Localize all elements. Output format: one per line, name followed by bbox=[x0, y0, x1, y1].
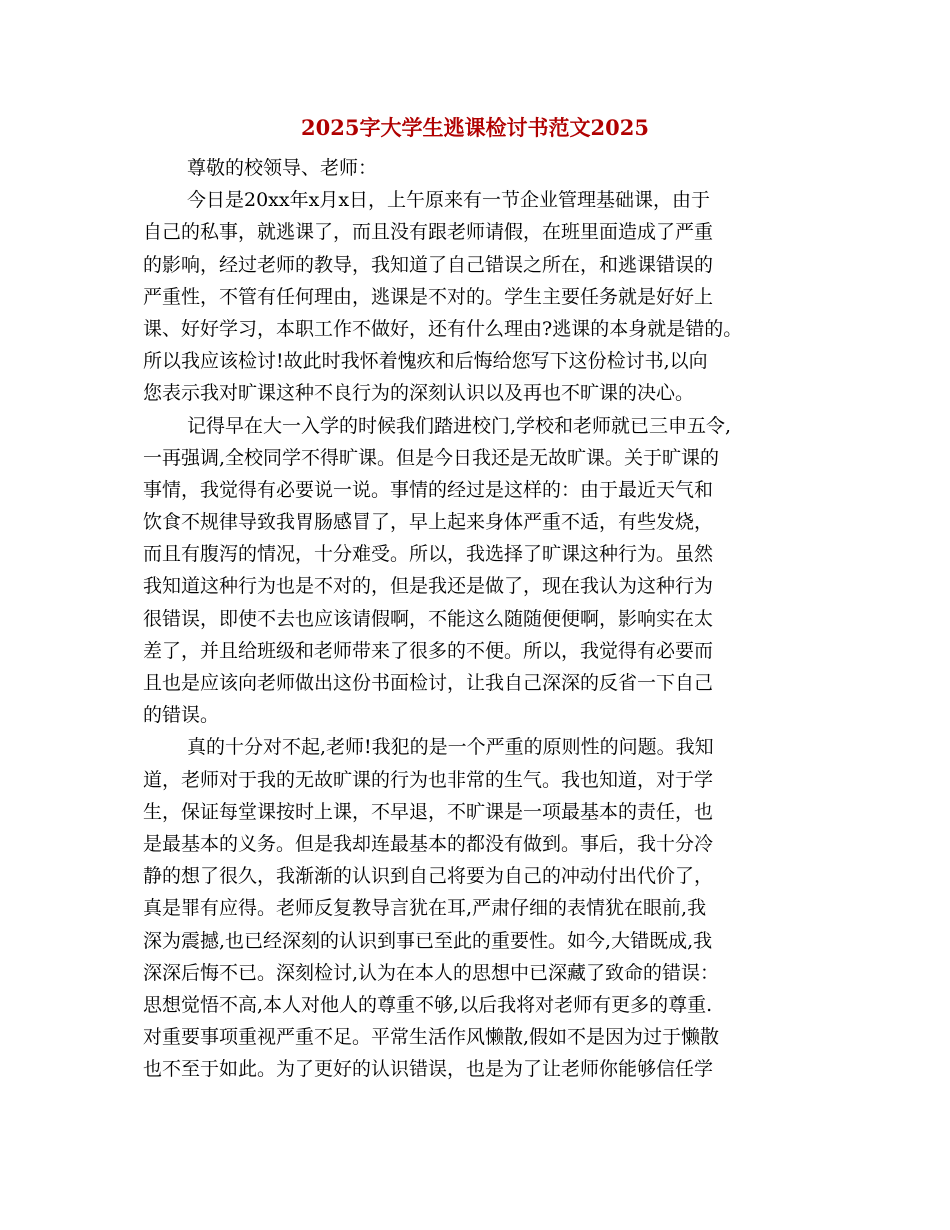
text-line: 且也是应该向老师做出这份书面检讨，让我自己深深的反省一下自己 bbox=[143, 672, 714, 694]
text-line: 的影响，经过老师的教导，我知道了自己错误之所在，和逃课错误的 bbox=[143, 253, 714, 276]
text-line: 我知道这种行为也是不对的，但是我还是做了，现在我认为这种行为 bbox=[143, 575, 714, 598]
text-line: 差了，并且给班级和老师带来了很多的不便。所以，我觉得有必要而 bbox=[143, 639, 714, 662]
text-line: 饮食不规律导致我胃肠感冒了，早上起来身体严重不适，有些发烧， bbox=[143, 511, 714, 534]
text-line: 尊敬的校领导、老师： bbox=[187, 157, 378, 179]
text-line: 是最基本的义务。但是我却连最基本的都没有做到。事后，我十分冷 bbox=[143, 832, 714, 855]
text-line: 的错误。 bbox=[143, 704, 220, 727]
text-line: 事情，我觉得有必要说一说。事情的经过是这样的：由于最近天气和 bbox=[143, 478, 714, 501]
text-line: 思想觉悟不高,本人对他人的尊重不够,以后我将对老师有更多的尊重. bbox=[143, 993, 713, 1016]
document-body bbox=[143, 152, 823, 1085]
text-line: 一再强调,全校同学不得旷课。但是今日我还是无故旷课。关于旷课的 bbox=[143, 446, 720, 469]
text-line: 而且有腹泻的情况，十分难受。所以，我选择了旷课这种行为。虽然 bbox=[143, 543, 714, 566]
text-line: 道，老师对于我的无故旷课的行为也非常的生气。我也知道，对于学 bbox=[143, 768, 714, 791]
text-line: 真是罪有应得。老师反复教导言犹在耳,严肃仔细的表情犹在眼前,我 bbox=[143, 897, 707, 920]
text-line: 严重性，不管有任何理由，逃课是不对的。学生主要任务就是好好上 bbox=[143, 285, 714, 308]
text-line: 记得早在大一入学的时候我们踏进校门,学校和老师就已三申五令, bbox=[187, 414, 732, 437]
text-line: 自己的私事，就逃课了，而且没有跟老师请假，在班里面造成了严重 bbox=[143, 221, 714, 244]
text-line: 深深后悔不已。深刻检讨,认为在本人的思想中已深藏了致命的错误： bbox=[143, 961, 720, 984]
document-title: 2025字大学生逃课检讨书范文2025 bbox=[301, 115, 649, 140]
text-line: 所以我应该检讨!故此时我怀着愧疚和后悔给您写下这份检讨书,以向 bbox=[143, 350, 708, 373]
text-line: 很错误，即使不去也应该请假啊，不能这么随随便便啊，影响实在太 bbox=[143, 607, 714, 630]
text-line: 也不至于如此。为了更好的认识错误，也是为了让老师你能够信任学 bbox=[143, 1058, 714, 1081]
text-line: 对重要事项重视严重不足。平常生活作风懒散,假如不是因为过于懒散 bbox=[143, 1026, 720, 1049]
text-line: 您表示我对旷课这种不良行为的深刻认识以及再也不旷课的决心。 bbox=[143, 382, 695, 405]
text-line: 深为震撼,也已经深刻的认识到事已至此的重要性。如今,大错既成,我 bbox=[143, 929, 713, 952]
text-line: 生，保证每堂课按时上课，不早退，不旷课是一项最基本的责任，也 bbox=[143, 800, 714, 823]
text-line: 静的想了很久，我渐渐的认识到自己将要为自己的冲动付出代价了， bbox=[143, 865, 714, 888]
text-line: 今日是20xx年x月x日，上午原来有一节企业管理基础课，由于 bbox=[187, 189, 711, 212]
text-line: 真的十分对不起,老师!我犯的是一个严重的原则性的问题。我知 bbox=[187, 736, 714, 759]
text-line: 课、好好学习，本职工作不做好，还有什么理由?逃课的本身就是错的。 bbox=[143, 317, 743, 340]
